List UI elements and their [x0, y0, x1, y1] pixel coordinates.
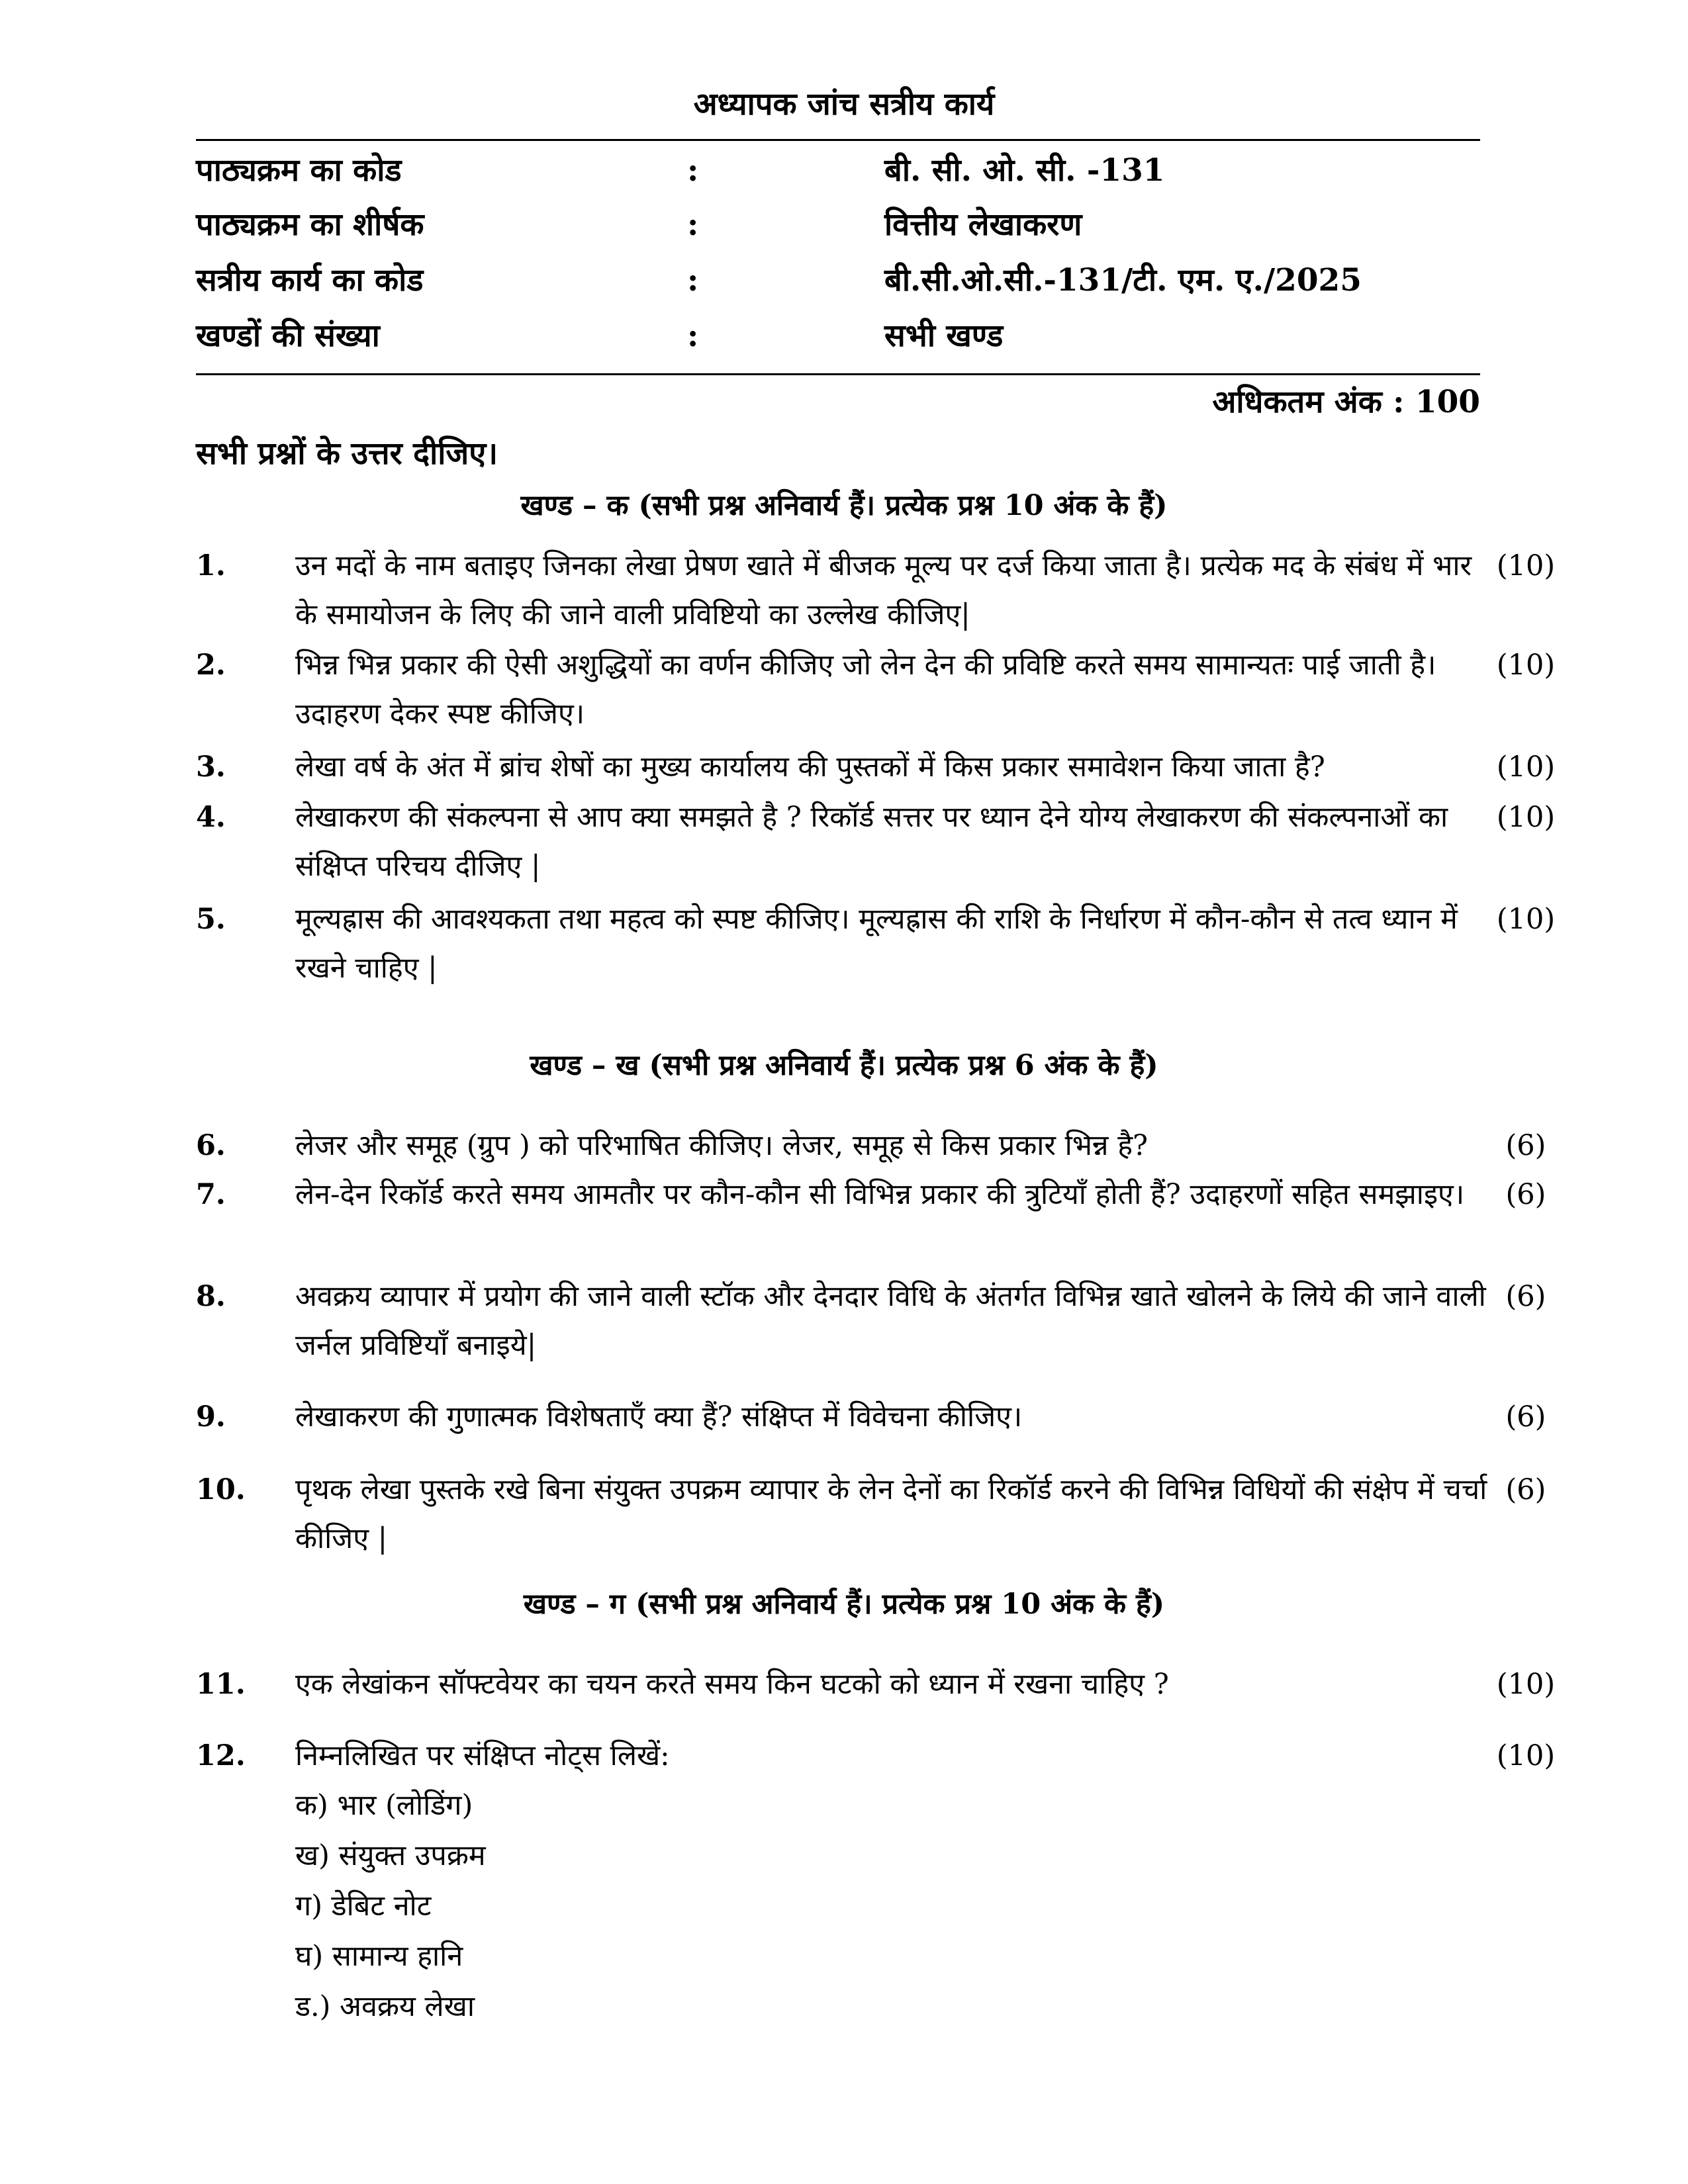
question-text: पृथक लेखा पुस्तके रखे बिना संयुक्त उपक्रम व्यापार के लेन देनों का रिकॉर्ड करने की विभिन्न विधियों की संक्षेप में चर्चा कीजिए |	[295, 1473, 1487, 1555]
question-text: भिन्न भिन्न प्रकार की ऐसी अशुद्धियों का वर्णन कीजिए जो लेन देन की प्रविष्टि करते समय सामान्यतः पाई जाती है। उदाहरण देकर स्पष्ट कीजिए।	[295, 649, 1436, 731]
question-marks: (10)	[1496, 549, 1556, 582]
question-text: एक लेखांकन सॉफ्टवेयर का चयन करते समय किन घटको को ध्यान में रखना चाहिए ?	[295, 1668, 1169, 1701]
bottom-rule	[196, 373, 1480, 375]
question-marks: (6)	[1505, 1280, 1546, 1313]
course-code-colon: :	[687, 152, 699, 189]
question-marks: (10)	[1496, 1739, 1556, 1772]
assignment-code-colon: :	[687, 262, 699, 298]
question-number: 5.	[196, 903, 226, 936]
question-marks: (10)	[1496, 903, 1556, 936]
question-number: 3.	[196, 751, 226, 784]
question-number: 10.	[196, 1473, 246, 1506]
question-number: 9.	[196, 1400, 226, 1433]
question-number: 11.	[196, 1668, 246, 1701]
question-text: लेजर और समूह (ग्रुप ) को परिभाषित कीजिए। लेजर, समूह से किस प्रकार भिन्न है?	[295, 1129, 1149, 1162]
question-marks: (6)	[1505, 1178, 1546, 1211]
course-title-row	[196, 199, 1480, 251]
question-marks: (10)	[1496, 801, 1556, 834]
question-number: 12.	[196, 1739, 246, 1772]
blocks-count-colon: :	[687, 318, 699, 354]
question-text: लेखाकरण की गुणात्मक विशेषताएँ क्या हैं? संक्षिप्त में विवेचना कीजिए।	[295, 1400, 1023, 1433]
course-title-label: पाठ्यक्रम का शीर्षक	[196, 206, 424, 243]
subitem: ग) डेबिट नोट	[295, 1889, 432, 1923]
instruction: सभी प्रश्नों के उत्तर दीजिए।	[196, 435, 498, 472]
course-code-value: बी. सी. ओ. सी. -131	[884, 152, 1165, 189]
subitem: ड.) अवक्रय लेखा	[295, 1990, 475, 2023]
question-text: मूल्यह्रास की आवश्यकता तथा महत्व को स्पष्ट कीजिए। मूल्यह्रास की राशि के निर्धारण में कौन-कौन से तत्व ध्यान में रखने चाहिए |	[295, 903, 1458, 985]
question-marks: (6)	[1505, 1400, 1546, 1433]
question-text: अवक्रय व्यापार में प्रयोग की जाने वाली स्टॉक और देनदार विधि के अंतर्गत विभिन्न खाते खोलने के लिये की जाने वाली जर्नल प्रविष्टियाँ बनाइये|	[295, 1280, 1486, 1362]
question-number: 7.	[196, 1178, 226, 1211]
blocks-count-value: सभी खण्ड	[884, 318, 1004, 354]
section-a-heading: खण्ड – क (सभी प्रश्न अनिवार्य हैं। प्रत्येक प्रश्न 10 अंक के हैं)	[520, 489, 1168, 522]
question-text: उन मदों के नाम बताइए जिनका लेखा प्रेषण खाते में बीजक मूल्य पर दर्ज किया जाता है। प्रत्येक मद के संबंध में भार के समायोजन के लिए की जाने वाली प्रविष्टियो का उल्लेख कीजिए|	[295, 549, 1472, 631]
course-code-row	[196, 144, 1480, 197]
question-text: लेखाकरण की संकल्पना से आप क्या समझते है ? रिकॉर्ड सत्तर पर ध्यान देने योग्य लेखाकरण की संकल्पनाओं का संक्षिप्त परिचय दीजिए |	[295, 801, 1448, 883]
course-title-value: वित्तीय लेखाकरण	[884, 206, 1082, 243]
question-marks: (10)	[1496, 1668, 1556, 1701]
question-text: लेखा वर्ष के अंत में ब्रांच शेषों का मुख्य कार्यालय की पुस्तकों में किस प्रकार समावेशन किया जाता है?	[295, 751, 1325, 784]
question-marks: (6)	[1505, 1473, 1546, 1506]
subitem: क) भार (लोडिंग)	[295, 1789, 473, 1822]
subitem: घ) सामान्य हानि	[295, 1940, 463, 1973]
course-title-colon: :	[687, 206, 699, 243]
question-number: 1.	[196, 549, 226, 582]
course-code-label: पाठ्यक्रम का कोड	[196, 152, 402, 189]
blocks-count-label: खण्डों की संख्या	[196, 318, 380, 354]
question-number: 6.	[196, 1129, 226, 1162]
question-text: निम्नलिखित पर संक्षिप्त नोट्स लिखें:	[295, 1739, 670, 1772]
section-c-heading: खण्ड – ग (सभी प्रश्न अनिवार्य हैं। प्रत्येक प्रश्न 10 अंक के हैं)	[523, 1588, 1165, 1621]
question-marks: (10)	[1496, 649, 1556, 682]
subitem: ख) संयुक्त उपक्रम	[295, 1839, 486, 1872]
question-marks: (10)	[1496, 751, 1556, 784]
assignment-code-value: बी.सी.ओ.सी.-131/टी. एम. ए./2025	[884, 262, 1362, 298]
assignment-code-label: सत्रीय कार्य का कोड	[196, 262, 424, 298]
question-number: 4.	[196, 801, 226, 834]
max-marks: अधिकतम अंक : 100	[1212, 384, 1480, 420]
question-number: 2.	[196, 649, 226, 682]
question-marks: (6)	[1505, 1129, 1546, 1162]
question-number: 8.	[196, 1280, 226, 1313]
top-rule	[196, 139, 1480, 141]
question-text: लेन-देन रिकॉर्ड करते समय आमतौर पर कौन-कौन सी विभिन्न प्रकार की त्रुटियाँ होती हैं? उदाहरणों सहित समझाइए।	[295, 1178, 1465, 1211]
assignment-code-row	[196, 254, 1480, 307]
document-title: अध्यापक जांच सत्रीय कार्य	[693, 86, 995, 122]
question-12-subitems	[295, 1780, 486, 2032]
blocks-count-row	[196, 310, 1480, 363]
section-b-heading: खण्ड – ख (सभी प्रश्न अनिवार्य हैं। प्रत्येक प्रश्न 6 अंक के हैं)	[530, 1049, 1158, 1082]
